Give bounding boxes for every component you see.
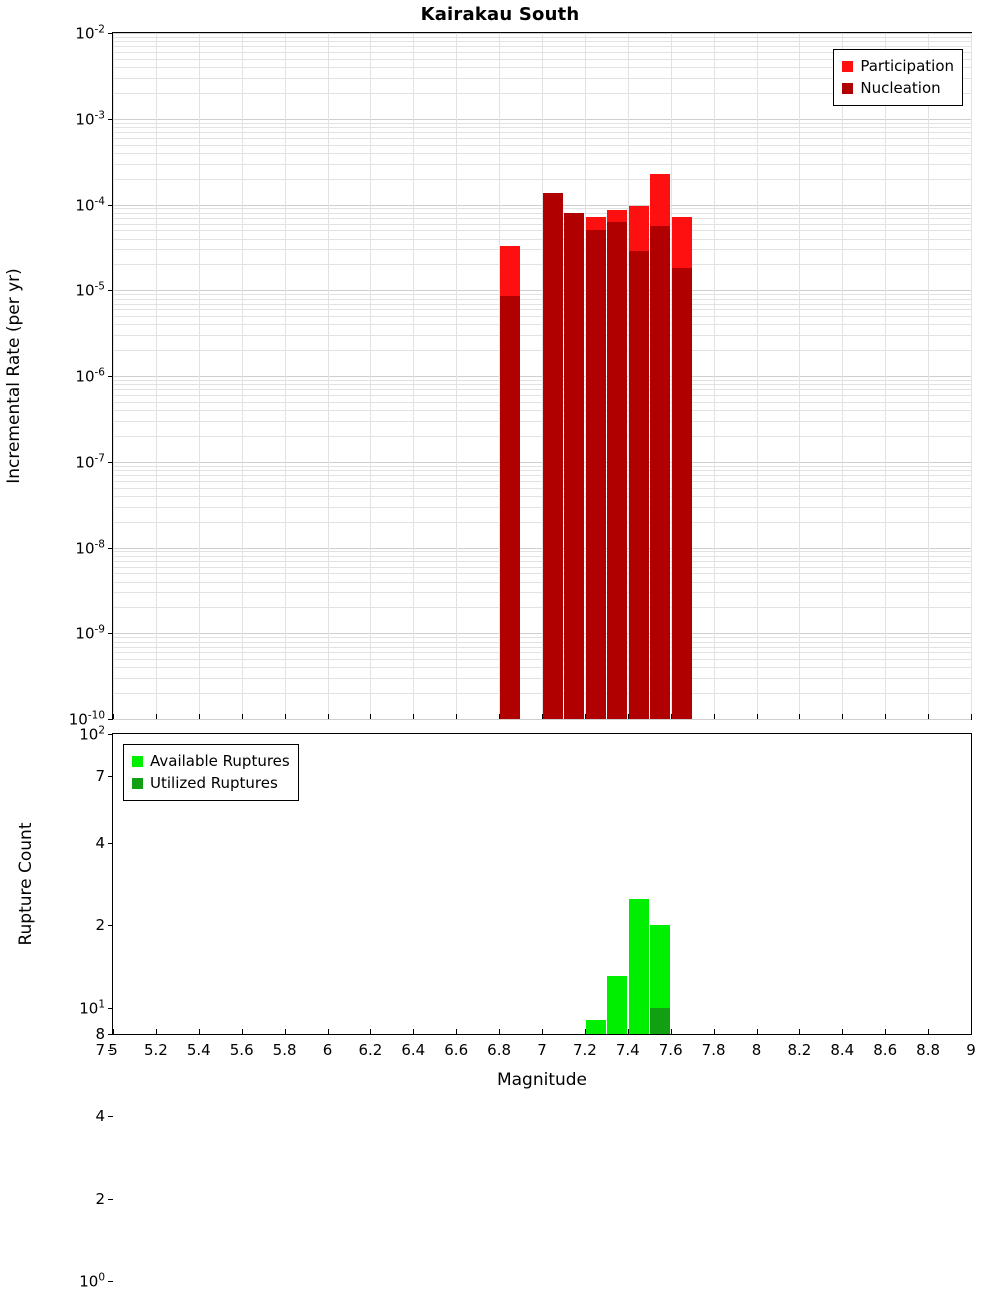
gridline-vertical	[413, 33, 414, 719]
y-axis-tick-mark	[108, 776, 113, 777]
y-axis-tick-mark	[108, 1008, 113, 1009]
x-axis-tick-mark	[928, 714, 929, 719]
bar	[500, 296, 520, 719]
x-axis-tick-label: 8.2	[787, 1041, 812, 1059]
y-axis-label-rupture-count: Rupture Count	[16, 822, 36, 946]
y-axis-tick-label: 7	[95, 767, 105, 786]
x-axis-tick-mark	[285, 714, 286, 719]
x-axis-tick-mark	[199, 714, 200, 719]
y-axis-tick-mark	[108, 376, 113, 377]
x-axis-tick-label: 7	[537, 1041, 547, 1059]
y-axis-tick-label: 2	[95, 916, 105, 935]
x-axis-tick-mark	[928, 1029, 929, 1034]
gridline-vertical	[714, 33, 715, 719]
bar	[650, 226, 670, 719]
x-axis-tick-mark	[156, 1029, 157, 1034]
y-axis-tick-mark	[108, 119, 113, 120]
y-axis-tick-mark	[108, 734, 113, 735]
bar	[650, 1008, 670, 1035]
bar	[629, 251, 649, 719]
x-axis-tick-label: 5.4	[186, 1041, 211, 1059]
x-axis-tick-label: 7.2	[572, 1041, 597, 1059]
page-title: Kairakau South	[420, 4, 580, 25]
y-axis-tick-label: 4	[95, 1107, 105, 1126]
x-axis-tick-mark	[370, 1029, 371, 1034]
y-axis-tick-mark	[108, 462, 113, 463]
x-axis-tick-mark	[242, 714, 243, 719]
y-axis-tick-mark	[108, 1199, 113, 1200]
bar	[564, 213, 584, 719]
y-axis-tick-label: $10^{-3}$	[75, 109, 105, 129]
x-axis-tick-mark	[757, 1029, 758, 1034]
y-axis-tick-label: $10^{-6}$	[75, 366, 105, 386]
bar	[586, 230, 606, 719]
gridline-vertical	[842, 33, 843, 719]
legend-item-utilized-ruptures	[132, 772, 290, 794]
y-axis-tick-label: $10^{-10}$	[68, 709, 105, 729]
x-axis-tick-label: 6.2	[358, 1041, 383, 1059]
y-axis-tick-mark	[108, 925, 113, 926]
y-axis-tick-label: $10^1$	[79, 998, 105, 1017]
x-axis-tick-mark	[113, 714, 114, 719]
x-axis-tick-mark	[156, 714, 157, 719]
x-axis-tick-label: 5.2	[143, 1041, 168, 1059]
x-axis-tick-mark	[885, 1029, 886, 1034]
gridline-vertical	[799, 33, 800, 719]
bar	[586, 1020, 606, 1034]
y-axis-tick-label: 7	[95, 1040, 105, 1059]
x-axis-tick-label: 6	[322, 1041, 333, 1059]
y-axis-tick-mark	[108, 33, 113, 34]
x-axis-tick-label: 6.8	[487, 1041, 512, 1059]
x-axis-tick-mark	[413, 1029, 414, 1034]
y-axis-tick-mark	[108, 1034, 113, 1035]
y-axis-tick-label: $10^{-8}$	[75, 538, 105, 557]
x-axis-tick-mark	[328, 714, 329, 719]
x-axis-tick-mark	[714, 714, 715, 719]
y-axis-tick-mark	[108, 290, 113, 291]
legend-rupture-count	[123, 744, 299, 801]
x-axis-tick-label: 8.6	[873, 1041, 898, 1059]
gridline-vertical	[242, 33, 243, 719]
x-axis-tick-label: 8.4	[830, 1041, 855, 1059]
legend-item-participation	[842, 55, 954, 77]
legend-label-available-ruptures: Available Ruptures	[150, 752, 290, 770]
legend-swatch-available-ruptures	[132, 756, 143, 767]
bar	[672, 268, 692, 719]
x-axis-tick-label: 8	[751, 1041, 762, 1059]
x-axis-tick-mark	[671, 1029, 672, 1034]
x-axis-tick-mark	[499, 1029, 500, 1034]
gridline-vertical	[757, 33, 758, 719]
x-axis-tick-mark	[714, 1029, 715, 1034]
x-axis-tick-label: 5	[108, 1041, 118, 1059]
gridline-vertical	[456, 33, 457, 719]
x-axis-tick-label: 7.6	[658, 1041, 683, 1059]
gridline-vertical	[199, 33, 200, 719]
x-axis-tick-mark	[113, 1029, 114, 1034]
x-axis-tick-mark	[842, 1029, 843, 1034]
legend-label-nucleation: Nucleation	[860, 79, 941, 97]
legend-label-participation: Participation	[860, 57, 954, 75]
y-axis-tick-label: $10^{-5}$	[75, 280, 105, 300]
x-axis-tick-label: 7.4	[615, 1041, 640, 1059]
gridline-vertical	[971, 33, 972, 719]
y-axis-tick-mark	[108, 548, 113, 549]
legend-swatch-utilized-ruptures	[132, 778, 143, 789]
bar	[629, 899, 649, 1034]
legend-item-nucleation	[842, 77, 954, 99]
x-axis-tick-label: 5.6	[229, 1041, 254, 1059]
x-axis-label: Magnitude	[496, 1070, 588, 1090]
x-axis-tick-label: 5.8	[272, 1041, 297, 1059]
y-axis-tick-label: $10^{-2}$	[75, 23, 105, 43]
y-axis-tick-mark	[108, 719, 113, 720]
x-axis-tick-mark	[971, 714, 972, 719]
gridline-vertical	[156, 33, 157, 719]
plot-area-incremental-rate	[68, 23, 971, 729]
y-axis-tick-label: $10^{-7}$	[75, 452, 105, 472]
bar	[543, 193, 563, 719]
legend-incremental-rate	[833, 49, 963, 106]
x-axis-tick-mark	[456, 714, 457, 719]
gridline-vertical	[928, 33, 929, 719]
x-axis-tick-mark	[842, 714, 843, 719]
gridline-vertical	[370, 33, 371, 719]
x-axis-tick-label: 7.8	[701, 1041, 726, 1059]
y-axis-tick-mark	[108, 1116, 113, 1117]
y-axis-tick-label: $10^2$	[79, 724, 105, 744]
x-axis-tick-mark	[885, 714, 886, 719]
gridline-horizontal	[113, 719, 971, 720]
y-axis-tick-label: 4	[95, 833, 105, 852]
x-axis-tick-mark	[370, 714, 371, 719]
legend-swatch-nucleation	[842, 83, 853, 94]
x-axis-tick-mark	[328, 1029, 329, 1034]
bar	[607, 976, 627, 1034]
legend-swatch-participation	[842, 61, 853, 72]
y-axis-tick-label: 8	[95, 1025, 105, 1043]
x-axis-tick-label: 6.4	[401, 1041, 426, 1059]
gridline-vertical	[328, 33, 329, 719]
y-axis-tick-label: $10^{-4}$	[75, 195, 105, 214]
panel-incremental-rate	[68, 23, 972, 729]
gridline-vertical	[285, 33, 286, 719]
y-axis-tick-mark	[108, 843, 113, 844]
gridline-vertical	[113, 33, 114, 719]
x-axis-tick-mark	[199, 1029, 200, 1034]
x-axis-tick-mark	[456, 1029, 457, 1034]
y-axis-tick-mark	[108, 1281, 113, 1282]
legend-item-available-ruptures	[132, 750, 290, 772]
x-axis-tick-mark	[971, 1029, 972, 1034]
y-axis-label-incremental-rate: Incremental Rate (per yr)	[4, 268, 24, 484]
x-axis-tick-mark	[799, 1029, 800, 1034]
x-axis-tick-mark	[413, 714, 414, 719]
x-axis-tick-mark	[799, 714, 800, 719]
x-axis-tick-mark	[242, 1029, 243, 1034]
y-axis-tick-label: 2	[95, 1189, 105, 1208]
x-axis-tick-mark	[542, 1029, 543, 1034]
gridline-vertical	[885, 33, 886, 719]
y-axis-tick-label: $10^{-9}$	[75, 623, 105, 643]
legend-label-utilized-ruptures: Utilized Ruptures	[150, 774, 278, 792]
x-axis-tick-label: 6.6	[444, 1041, 469, 1059]
x-axis-tick-mark	[285, 1029, 286, 1034]
x-axis-tick-mark	[757, 714, 758, 719]
y-axis-tick-label: $10^0$	[79, 1271, 105, 1291]
y-axis-tick-mark	[108, 205, 113, 206]
bar	[607, 222, 627, 719]
x-axis-tick-label: 8.8	[916, 1041, 941, 1059]
y-axis-tick-mark	[108, 633, 113, 634]
x-axis-tick-label: 9	[966, 1041, 976, 1059]
